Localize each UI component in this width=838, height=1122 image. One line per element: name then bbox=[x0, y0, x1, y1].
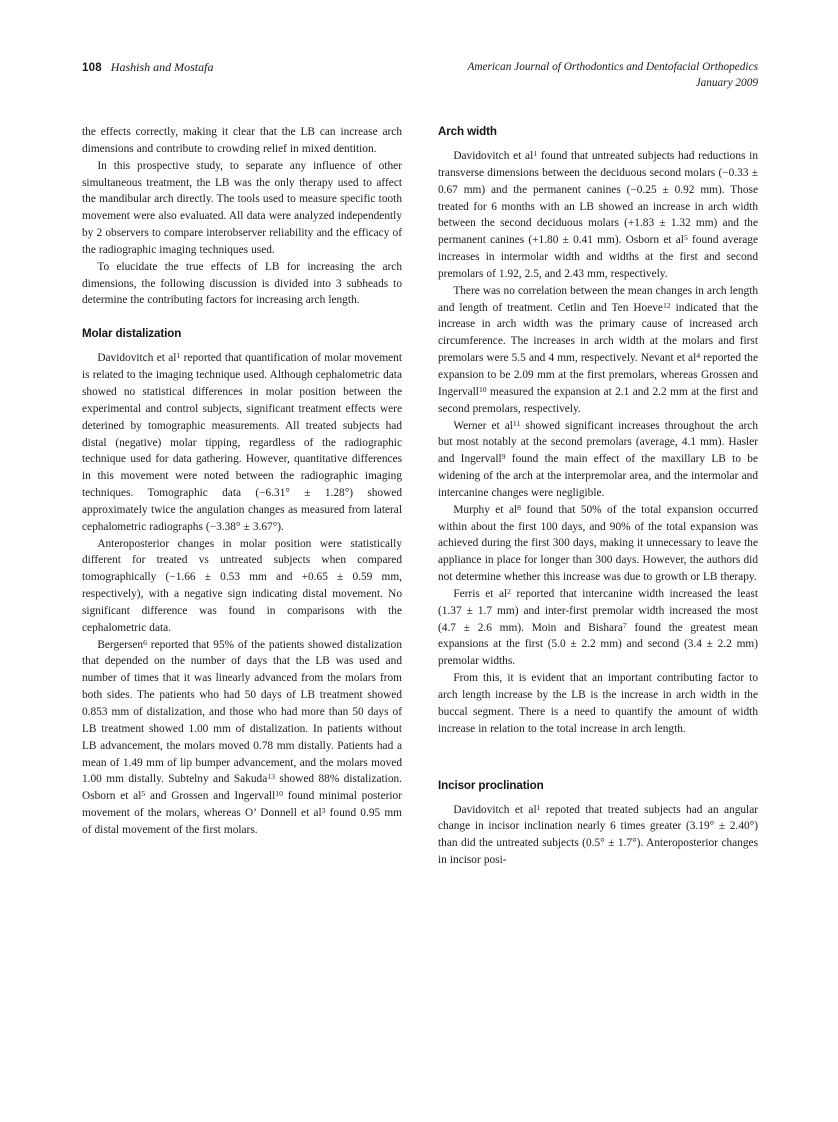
citation-superscript: 10 bbox=[478, 384, 487, 394]
citation-superscript: 7 bbox=[622, 620, 627, 630]
header-left-group bbox=[82, 60, 213, 76]
citation-superscript: 5 bbox=[683, 232, 688, 242]
paragraph-p1: the effects correctly, making it clear that the LB can increase arch dimensions and contribute to crowding relief in mixed dentition. bbox=[82, 126, 402, 155]
section-heading-incisor-proclination: Incisor proclination bbox=[438, 778, 544, 792]
citation-superscript: 1 bbox=[176, 351, 181, 361]
citation-superscript: 3 bbox=[321, 805, 326, 815]
paragraph-p2: In this prospective study, to separate any influence of other simultaneous treatment, the LB was the only therapy used to affect the mandibular arch directly. The tools used to measure specific tooth movement were also evaluated. All data were analyzed independently by 2 observers to compare interobserver reliability and the efficacy of the radiographic imaging techniques used. bbox=[82, 159, 402, 256]
citation-superscript: 8 bbox=[517, 502, 521, 512]
spacer-after-heading bbox=[82, 341, 402, 350]
citation-superscript: 12 bbox=[662, 300, 671, 310]
running-header bbox=[82, 60, 758, 91]
section-heading-molar-distalization: Molar distalization bbox=[82, 327, 182, 341]
citation-superscript: 9 bbox=[501, 451, 506, 461]
paragraph-r7: Davidovitch et $al^1$ repoted that treated subjects had an angular change in incisor inclination nearly 6 times greater (3.19° ± 2.40°) than did the untreated subjects (0.5° ± 1.7°). Anteroposterior changes in incisor posi- bbox=[438, 802, 759, 867]
citation-superscript: 5 bbox=[141, 788, 146, 798]
header-journal-title: American Journal of Orthodontics and Dentofacial Orthopedics bbox=[467, 61, 758, 73]
spacer-after-heading bbox=[438, 793, 758, 802]
citation-superscript: 10 bbox=[275, 788, 283, 798]
two-column-body bbox=[82, 124, 758, 1064]
citation-superscript: 1 bbox=[533, 148, 538, 158]
paragraph-r5: Ferris et $al^2$ reported that intercanine width increased the least (1.37 ± 1.7 mm) and inter-first premolar width increased the most (4.7 ± 2.6 mm). Moin and Bishara$^7$ found the greatest mean expansions at the first (5.0 ± 2.2 mm) and second (3.4 ± 2.2 mm) premolar widths. bbox=[438, 586, 758, 668]
citation-superscript: 6 bbox=[143, 637, 147, 647]
paragraph-r2: There was no correlation between the mean changes in arch length and length of treatment. Cetlin and Ten Hoeve$^{12}$ indicated that the increase in arch width was the primary cause of increased arch circumference. The increases in arch width at the molars and first premolars were 5.5 and 4 mm, respectively. Nevant et $al^4$ reported the expansion to be 2.09 mm at the first premolars, whereas Grossen and Ingervall$^{10}$ measured the expansion at 2.1 and 2.2 mm at the first and second premolars, respectively. bbox=[438, 284, 758, 415]
paragraph-r6: From this, it is evident that an important contributing factor to arch length increase by the LB is the increase in arch width in the buccal segment. There is a need to quantify the amount of width increase in relation to the total increase in arch length. bbox=[438, 672, 758, 735]
header-right-group bbox=[467, 60, 758, 91]
citation-superscript: 11 bbox=[512, 418, 521, 428]
paragraph-p4: Davidovitch et $al^1$ reported that quantification of molar movement is related to the imaging technique used. Although cephalometric data showed no statistical differences in molar position between the experimental and control subjects, significant treatment effects were deterined by tomographic measurements. All treated subjects had distal (negative) molar tipping, regardless of the radiographic technique used for data gathering. However, quantitative differences in this movement were noted between the radiographic imaging techniques. Tomographic data (−6.31° ± 1.28°) showed approximately twice the angulation changes as measured from lateral cephalometric radiographs (−3.38° ± 3.67°). bbox=[82, 351, 403, 533]
spacer-before-heading bbox=[82, 309, 402, 326]
paragraph-p3: To elucidate the true effects of LB for increasing the arch dimensions, the following discussion is divided into 3 subheads to determine the contributing factors for increasing arch length. bbox=[82, 260, 402, 307]
citation-superscript: 13 bbox=[267, 772, 275, 782]
page-number: 108 bbox=[82, 62, 102, 74]
paragraph-p6: Bergersen$^6$ reported that 95% of the patients showed distalization that depended on the number of days that the LB was used and number of times that it was linearly advanced from the molars from both sides. The patients who had 50 days of LB treatment showed 0.853 mm of distalization, and those who had more than 50 days of LB treatment showed 1.00 mm of distalization. In patients without LB advancement, the molars moved 0.78 mm distally. Patients had a mean of 1.49 mm of lip bumper advancement, and the molars moved 1.00 mm distally. Subtelny and Sakuda$^{13}$ showed 88% distalization. Osborn et $al^5$ and Grossen and Ingervall$^{10}$ found minimal posterior movement of the molars, whereas O’ Donnell et $al^3$ found 0.95 mm of distal movement of the first molars. bbox=[82, 637, 402, 836]
paragraph-r4: Murphy et $al^8$ found that 50% of the total expansion occurred within about the first 100 days, and 90% of the total expansion was achieved during the first 300 days, making it unnecessary to leave the appliance in place for longer than 300 days. However, the authors did not determine whether this increase was due to growth or LB therapy. bbox=[438, 502, 758, 584]
spacer-after-heading bbox=[438, 139, 758, 148]
paragraph-r3: Werner et $al^{11}$ showed significant increases throughout the arch but most notably at the second premolars (average, 4.1 mm). Hasler and Ingervall$^9$ found the main effect of the maxillary LB to be widening of the arch at the interpremolar area, and the intermolar and intercanine changes were negligible. bbox=[438, 418, 759, 499]
section-heading-arch-width: Arch width bbox=[438, 125, 497, 138]
paragraph-p5: Anteroposterior changes in molar position were statistically different for treated vs untreated subjects when compared tomographically (−1.66 ± 0.53 mm and +0.65 ± 0.59 mm, respectively), with a negative sign indicating distal movement. No significant difference was found in comparisons with the cephalometric data. bbox=[82, 537, 402, 634]
right-column bbox=[438, 124, 758, 1064]
header-authors: Hashish and Mostafa bbox=[110, 60, 214, 74]
citation-superscript: 4 bbox=[696, 350, 701, 360]
left-column bbox=[82, 124, 402, 1064]
citation-superscript: 2 bbox=[507, 586, 512, 596]
paragraph-r1: Davidovitch et $al^1$ found that untreated subjects had reductions in transverse dimensions between the deciduous second molars (−0.33 ± 0.67 mm) and the permanent canines (−0.25 ± 0.92 mm). Those treated for 6 months with an LB showed an increase in arch width between the second deciduous molars (+1.83 ± 1.32 mm) and the permanent canines (+1.80 ± 0.41 mm). Osborn et $al^5$ found average increases in intermolar width and widths at the first and second premolars of 1.92, 2.5, and 2.43 mm, respectively. bbox=[438, 148, 758, 280]
citation-superscript: 1 bbox=[536, 802, 541, 812]
header-issue-date: January 2009 bbox=[695, 76, 758, 89]
spacer-before-heading bbox=[438, 738, 758, 778]
